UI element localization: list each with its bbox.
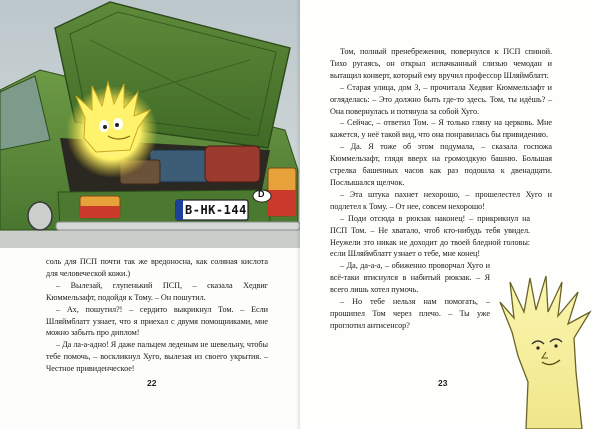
ghost-hugo-illustration	[492, 272, 600, 429]
right-paragraph-8: – Но тебе нельзя нам помогать, – прошипел Том через плечо. – Ты уже проглотил антисенсор?	[330, 297, 490, 330]
page-number-left: 22	[147, 378, 157, 388]
left-paragraph-2: – Вылезай, глупенький ПСП, – сказала Хедвиг Кюммельзафт, подойдя к Тому. – Он пошутил.	[46, 280, 268, 302]
left-paragraph-1: соль для ПСП почти так же вредоносна, как соляная кислота для человеческой кожи.)	[46, 257, 268, 278]
plate-country-badge: D	[258, 189, 265, 199]
right-paragraph-2: – Старая улица, дом 3, – прочитала Хедвиг Кюммельзафт и огляделась: – Это должно быть где-то здесь. Том, ты идёшь? – Она повернулась и потянула за собой Хуго.	[330, 82, 552, 116]
right-paragraph-6: – Поди отсюда в рюкзак наконец! – прикрикнул на ПСП Том. – Не хватало, чтоб кто-нибудь тебя увидел. Неужели это никак не доходит до твоей бледной головы: если Шляймблатт узнает о тебе, мне конец!	[330, 213, 530, 259]
right-paragraph-1: Том, полный пренебрежения, повернулся к ПСП спиной. Тихо ругаясь, он открыл испачканный слизью чемодан и вытащил конверт, который ему вручил профессор Шляймблатт.	[330, 47, 552, 80]
left-paragraph-4: – Да ла-а-адно! Я даже пальцем леденым не шевельну, чтобы тебе помочь, – воскликнул Хуго, вылезая из своего укрытия. – Честное привиденческое!	[46, 340, 268, 374]
page-number-right: 23	[438, 378, 448, 388]
right-paragraph-3: – Сейчас, – ответил Том. – Я только гляну на церковь. Мне кажется, у неё такой вид, что она понравилась бы привидению.	[330, 118, 552, 140]
right-paragraph-4: – Да. Я тоже об этом подумала, – сказала госпожа Кюммельзафт, глядя вверх на громоздкую башню. Большая стрелка башенных часов как раз подошла к двенадцати. Послышался щелчок.	[330, 142, 552, 187]
left-paragraph-3: – Ах, пошутил?! – сердито выкрикнул Том. – Если Шляймблатт узнает, что я приехал с двумя помощниками, мне можно забыть про диплом!	[46, 304, 268, 338]
right-paragraph-7: – Да, да-а-а, – обиженно проворчал Хуго и всё-таки втиснулся в набитый рюкзак. – Я всего лишь хотел пумочь.	[330, 261, 490, 295]
car-trunk-illustration	[0, 0, 300, 248]
right-paragraph-5: – Эта штука пахнет нехорошо, – прошелестел Хуго и подлетел к Тому. – От нее, совсем нехорошо!	[330, 189, 552, 211]
license-plate-text: B-HK-144	[185, 203, 247, 217]
left-page-text	[46, 256, 268, 375]
